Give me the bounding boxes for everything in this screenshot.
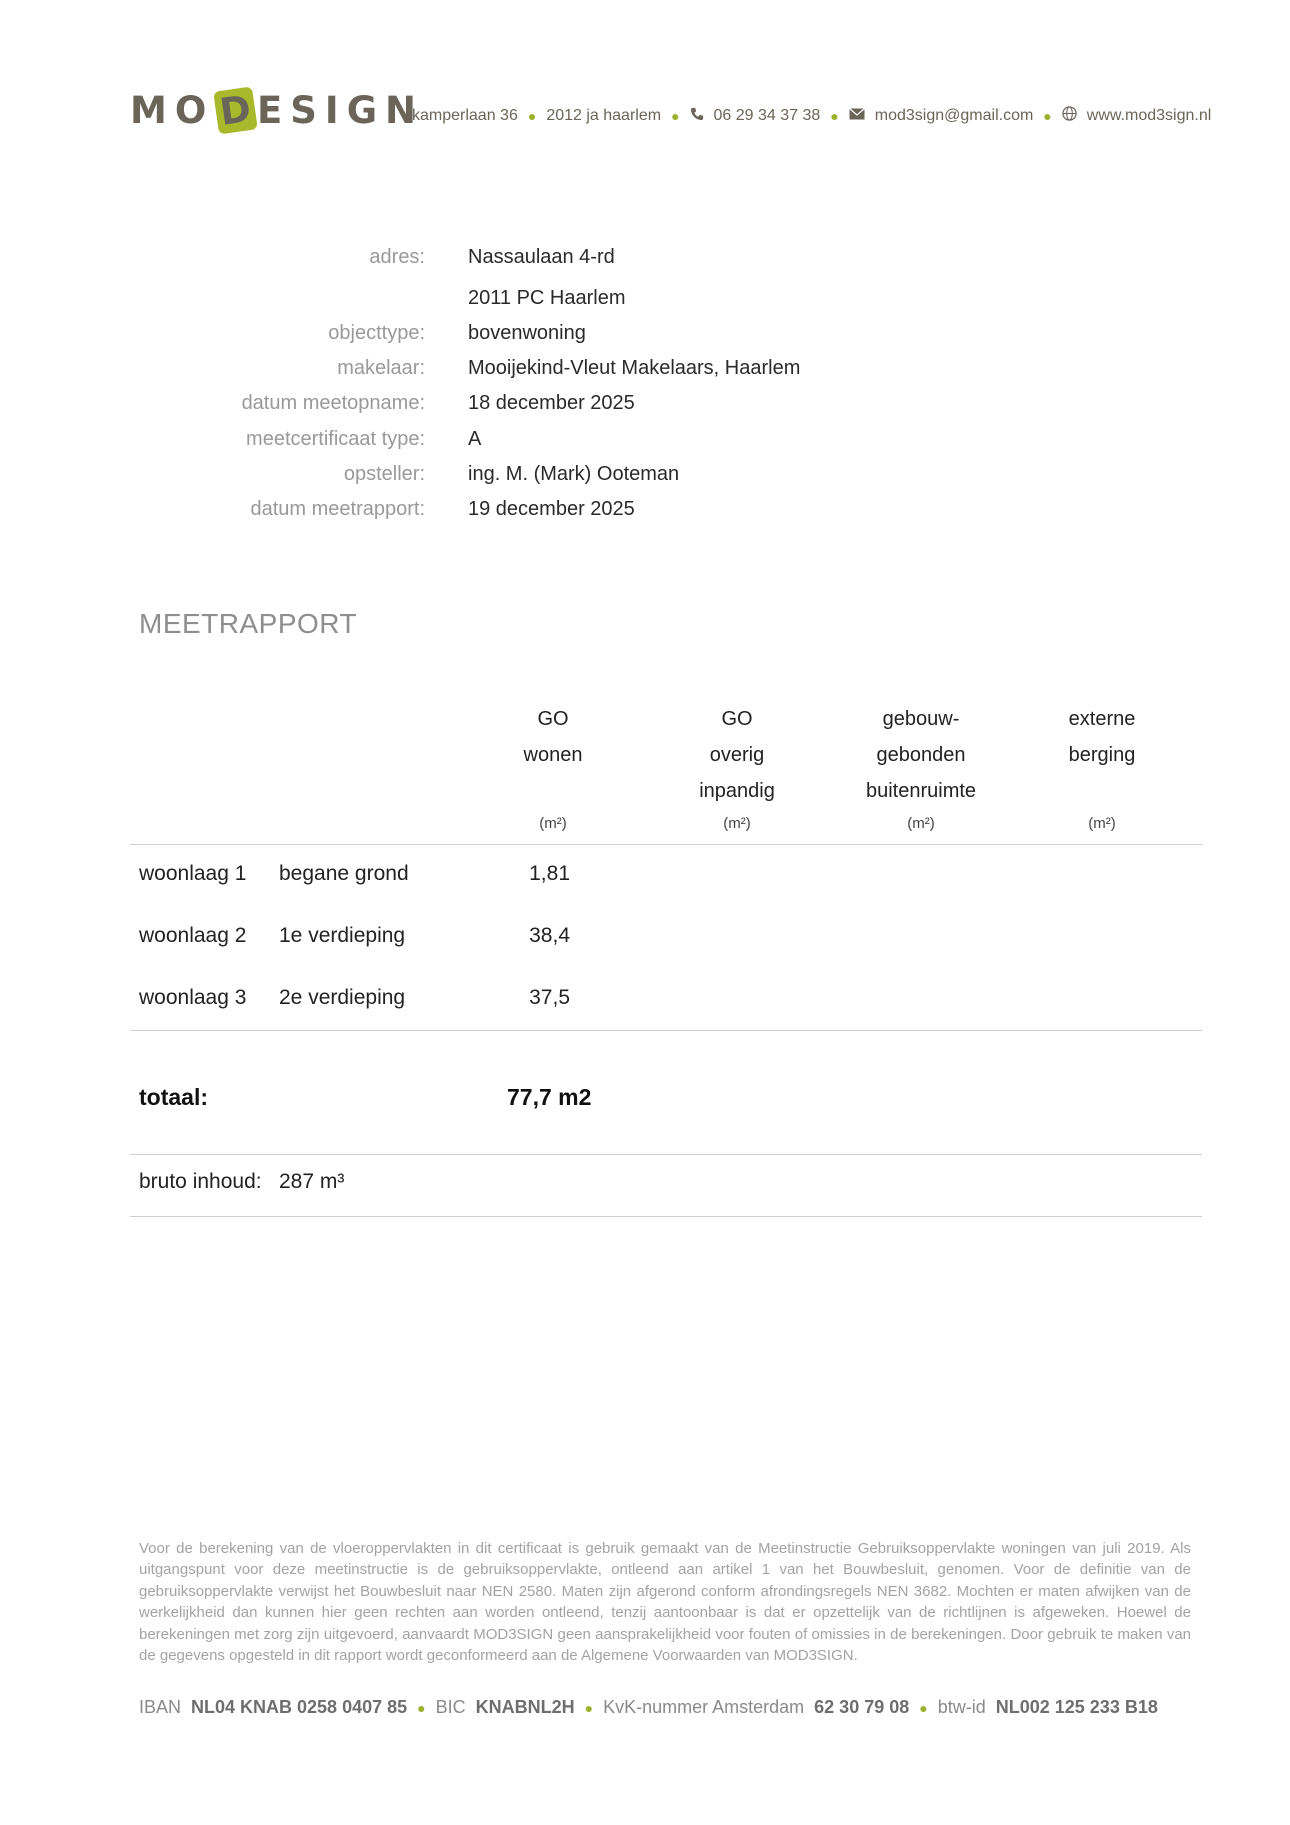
column-header-line: GO — [537, 708, 569, 730]
separator-dot: ● — [1043, 107, 1052, 124]
bruto-inhoud-value: 287 m³ — [279, 1170, 345, 1193]
column-unit: (m²) — [539, 815, 567, 832]
contact-bar — [412, 106, 1212, 125]
info-row-datum-meetrapport — [0, 498, 1290, 528]
info-label: makelaar: — [337, 357, 425, 379]
column-header-buitenruimte — [831, 701, 1011, 809]
logo-text-end: ESIGN — [257, 88, 425, 132]
info-value: 19 december 2025 — [468, 498, 635, 520]
btw-value: NL002 125 233 B18 — [995, 1697, 1158, 1717]
table-row — [0, 924, 1290, 954]
iban-label: IBAN — [139, 1697, 182, 1717]
info-value: 2011 PC Haarlem — [468, 287, 626, 309]
row-level: woonlaag 2 — [139, 924, 247, 947]
column-header-go-wonen — [463, 701, 643, 773]
table-divider — [130, 1030, 1202, 1031]
kvk-label: KvK-nummer Amsterdam — [603, 1697, 805, 1717]
bic-label: BIC — [435, 1697, 466, 1717]
table-divider — [130, 1154, 1202, 1155]
info-value: bovenwoning — [468, 322, 586, 344]
row-floor: 2e verdieping — [279, 986, 406, 1009]
separator-dot: ● — [919, 1699, 928, 1716]
info-label: datum meetopname: — [241, 392, 425, 414]
row-level: woonlaag 1 — [139, 862, 247, 885]
company-logo — [130, 88, 424, 132]
logo-text-start: MO — [130, 88, 215, 132]
info-value: Nassaulaan 4-rd — [468, 246, 615, 268]
row-go-wonen: 1,81 — [529, 862, 570, 885]
row-level: woonlaag 3 — [139, 986, 247, 1009]
contact-street: kamperlaan 36 — [412, 106, 518, 124]
column-header-go-overig — [647, 701, 827, 809]
iban-value: NL04 KNAB 0258 0407 85 — [191, 1697, 408, 1717]
contact-city: 2012 ja haarlem — [546, 106, 662, 124]
column-header-line: overig — [709, 744, 765, 766]
row-floor: begane grond — [279, 862, 409, 885]
logo-mark: D — [213, 86, 257, 134]
info-label: opsteller: — [343, 463, 425, 485]
column-header-line: externe — [1068, 708, 1136, 730]
info-label: objecttype: — [328, 322, 425, 344]
row-go-wonen: 38,4 — [529, 924, 570, 947]
table-row — [0, 862, 1290, 892]
report-title: MEETRAPPORT — [139, 608, 358, 639]
bruto-inhoud-label: bruto inhoud: — [139, 1170, 262, 1193]
info-label: meetcertificaat type: — [246, 428, 425, 450]
info-value: 18 december 2025 — [468, 392, 635, 414]
contact-email[interactable]: mod3sign@gmail.com — [874, 106, 1034, 124]
globe-icon — [1062, 106, 1077, 125]
info-row-adres — [0, 246, 1290, 276]
column-header-line: gebonden — [876, 744, 966, 766]
contact-website[interactable]: www.mod3sign.nl — [1086, 106, 1212, 124]
column-header-externe-berging — [1012, 701, 1192, 773]
column-header-line: berging — [1068, 744, 1136, 766]
phone-icon — [690, 107, 704, 125]
column-header-line: buitenruimte — [865, 780, 977, 802]
bank-details — [139, 1697, 1199, 1718]
info-row-opsteller — [0, 463, 1290, 493]
row-go-wonen: 37,5 — [529, 986, 570, 1009]
info-row-postcode — [0, 287, 1290, 317]
column-unit: (m²) — [907, 815, 935, 832]
column-unit: (m²) — [1088, 815, 1116, 832]
separator-dot: ● — [671, 107, 680, 124]
disclaimer-text: Voor de berekening van de vloeroppervlakten in dit certificaat is gebruik gemaakt van de Meetinstructie Gebruiksoppervlakte woningen van juli 2019. Als uitgangspunt voor deze meetinstructie is de gebruiksoppervlakte, ontleend aan artikel 1 van het Bouwbesluit, genomen. Voor de definitie van de gebruiksoppervlakte verwijst het Bouwbesluit naar NEN 2580. Maten zijn afgerond conform afrondingsregels NEN 3682. Mochten er maten afwijken van de werkelijkheid dan kunnen hier geen rechten aan worden ontleend, tenzij aantoonbaar is dat er opzettelijk van de richtlijnen is afgeweken. Hoewel de berekeningen met zorg zijn uitgevoerd, aanvaardt MOD3SIGN geen aansprakelijkheid voor fouten of omissies in de berekeningen. Door gebruik te maken van de gegevens opgesteld in dit rapport wordt geconformeerd aan de Algemene Voorwaarden van MOD3SIGN. — [139, 1540, 1191, 1665]
total-value: 77,7 m2 — [507, 1084, 592, 1110]
separator-dot: ● — [830, 107, 839, 124]
table-divider — [130, 1216, 1202, 1217]
separator-dot: ● — [417, 1699, 426, 1716]
info-row-objecttype — [0, 322, 1290, 352]
info-label: datum meetrapport: — [250, 498, 425, 520]
table-divider — [130, 844, 1202, 845]
column-header-line: GO — [721, 708, 753, 730]
info-row-datum-meetopname — [0, 392, 1290, 422]
table-row — [0, 986, 1290, 1016]
info-row-makelaar — [0, 357, 1290, 387]
column-header-line: inpandig — [699, 780, 775, 802]
row-floor: 1e verdieping — [279, 924, 406, 947]
info-row-certificaat-type — [0, 428, 1290, 458]
envelope-icon — [849, 107, 865, 124]
separator-dot: ● — [584, 1699, 594, 1716]
separator-dot: ● — [527, 107, 537, 124]
column-header-line: gebouw- — [882, 708, 960, 730]
kvk-value: 62 30 79 08 — [814, 1697, 910, 1717]
info-value: Mooijekind-Vleut Makelaars, Haarlem — [468, 357, 801, 379]
info-value: ing. M. (Mark) Ooteman — [468, 463, 680, 485]
info-value: A — [468, 428, 482, 450]
btw-label: btw-id — [937, 1697, 986, 1717]
contact-phone: 06 29 34 37 38 — [713, 106, 821, 124]
total-label: totaal: — [139, 1084, 208, 1110]
bic-value: KNABNL2H — [475, 1697, 575, 1717]
info-label: adres: — [369, 246, 425, 268]
column-header-line: wonen — [523, 744, 583, 766]
column-unit: (m²) — [723, 815, 751, 832]
